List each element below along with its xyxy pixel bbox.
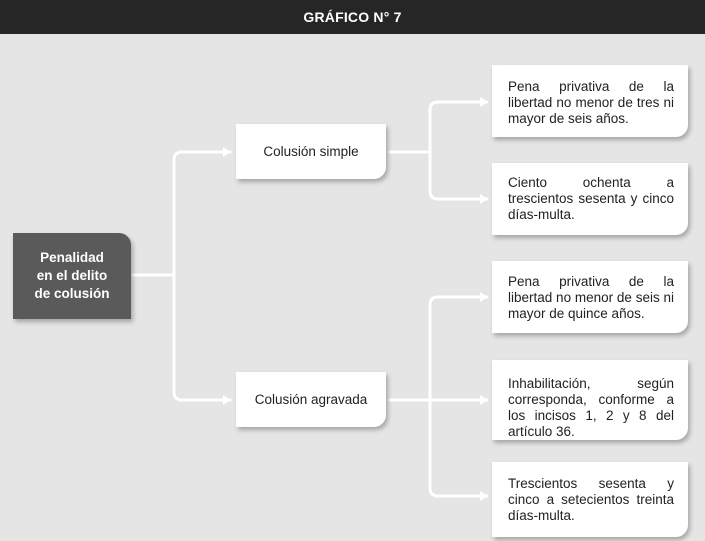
leaf-text: Trescientos sesenta y cinco a setecientos treinta días-multa. <box>508 476 674 523</box>
leaf-agravada-pena <box>492 261 688 333</box>
connector-agravada-to-leaf-3 <box>430 400 487 496</box>
branch-label-agravada: Colusión agravada <box>254 391 368 407</box>
leaf-text: Pena privativa de la libertad no menor de seis ni mayor de quince años. <box>508 274 674 321</box>
branch-colusion-agravada <box>236 372 386 427</box>
connector-simple-to-leaf-1 <box>430 102 487 152</box>
leaf-text: Inhabilitación, según corresponda, conforme a los incisos 1, 2 y 8 del artículo 36. <box>508 376 674 439</box>
connector-root-to-simple <box>174 152 230 275</box>
leaf-simple-pena <box>492 65 688 137</box>
leaf-text: Pena privativa de la libertad no menor de tres ni mayor de seis años. <box>508 79 674 126</box>
connector-simple-to-leaf-2 <box>430 152 487 199</box>
leaf-simple-dias-multa <box>492 163 688 235</box>
leaf-agravada-dias-multa <box>492 462 688 537</box>
leaf-text: Ciento ochenta a trescientos sesenta y cinco días-multa. <box>508 175 674 222</box>
branch-label-simple: Colusión simple <box>263 143 359 159</box>
leaf-agravada-inhabilitacion <box>492 360 688 440</box>
root-node <box>13 233 131 319</box>
connector-agravada-to-leaf-1 <box>430 297 487 400</box>
root-label: Penalidad en el delito de colusión <box>34 250 110 301</box>
chart-title: GRÁFICO N° 7 <box>303 9 402 25</box>
branch-colusion-simple <box>236 124 386 179</box>
connector-root-to-agravada <box>174 275 230 400</box>
